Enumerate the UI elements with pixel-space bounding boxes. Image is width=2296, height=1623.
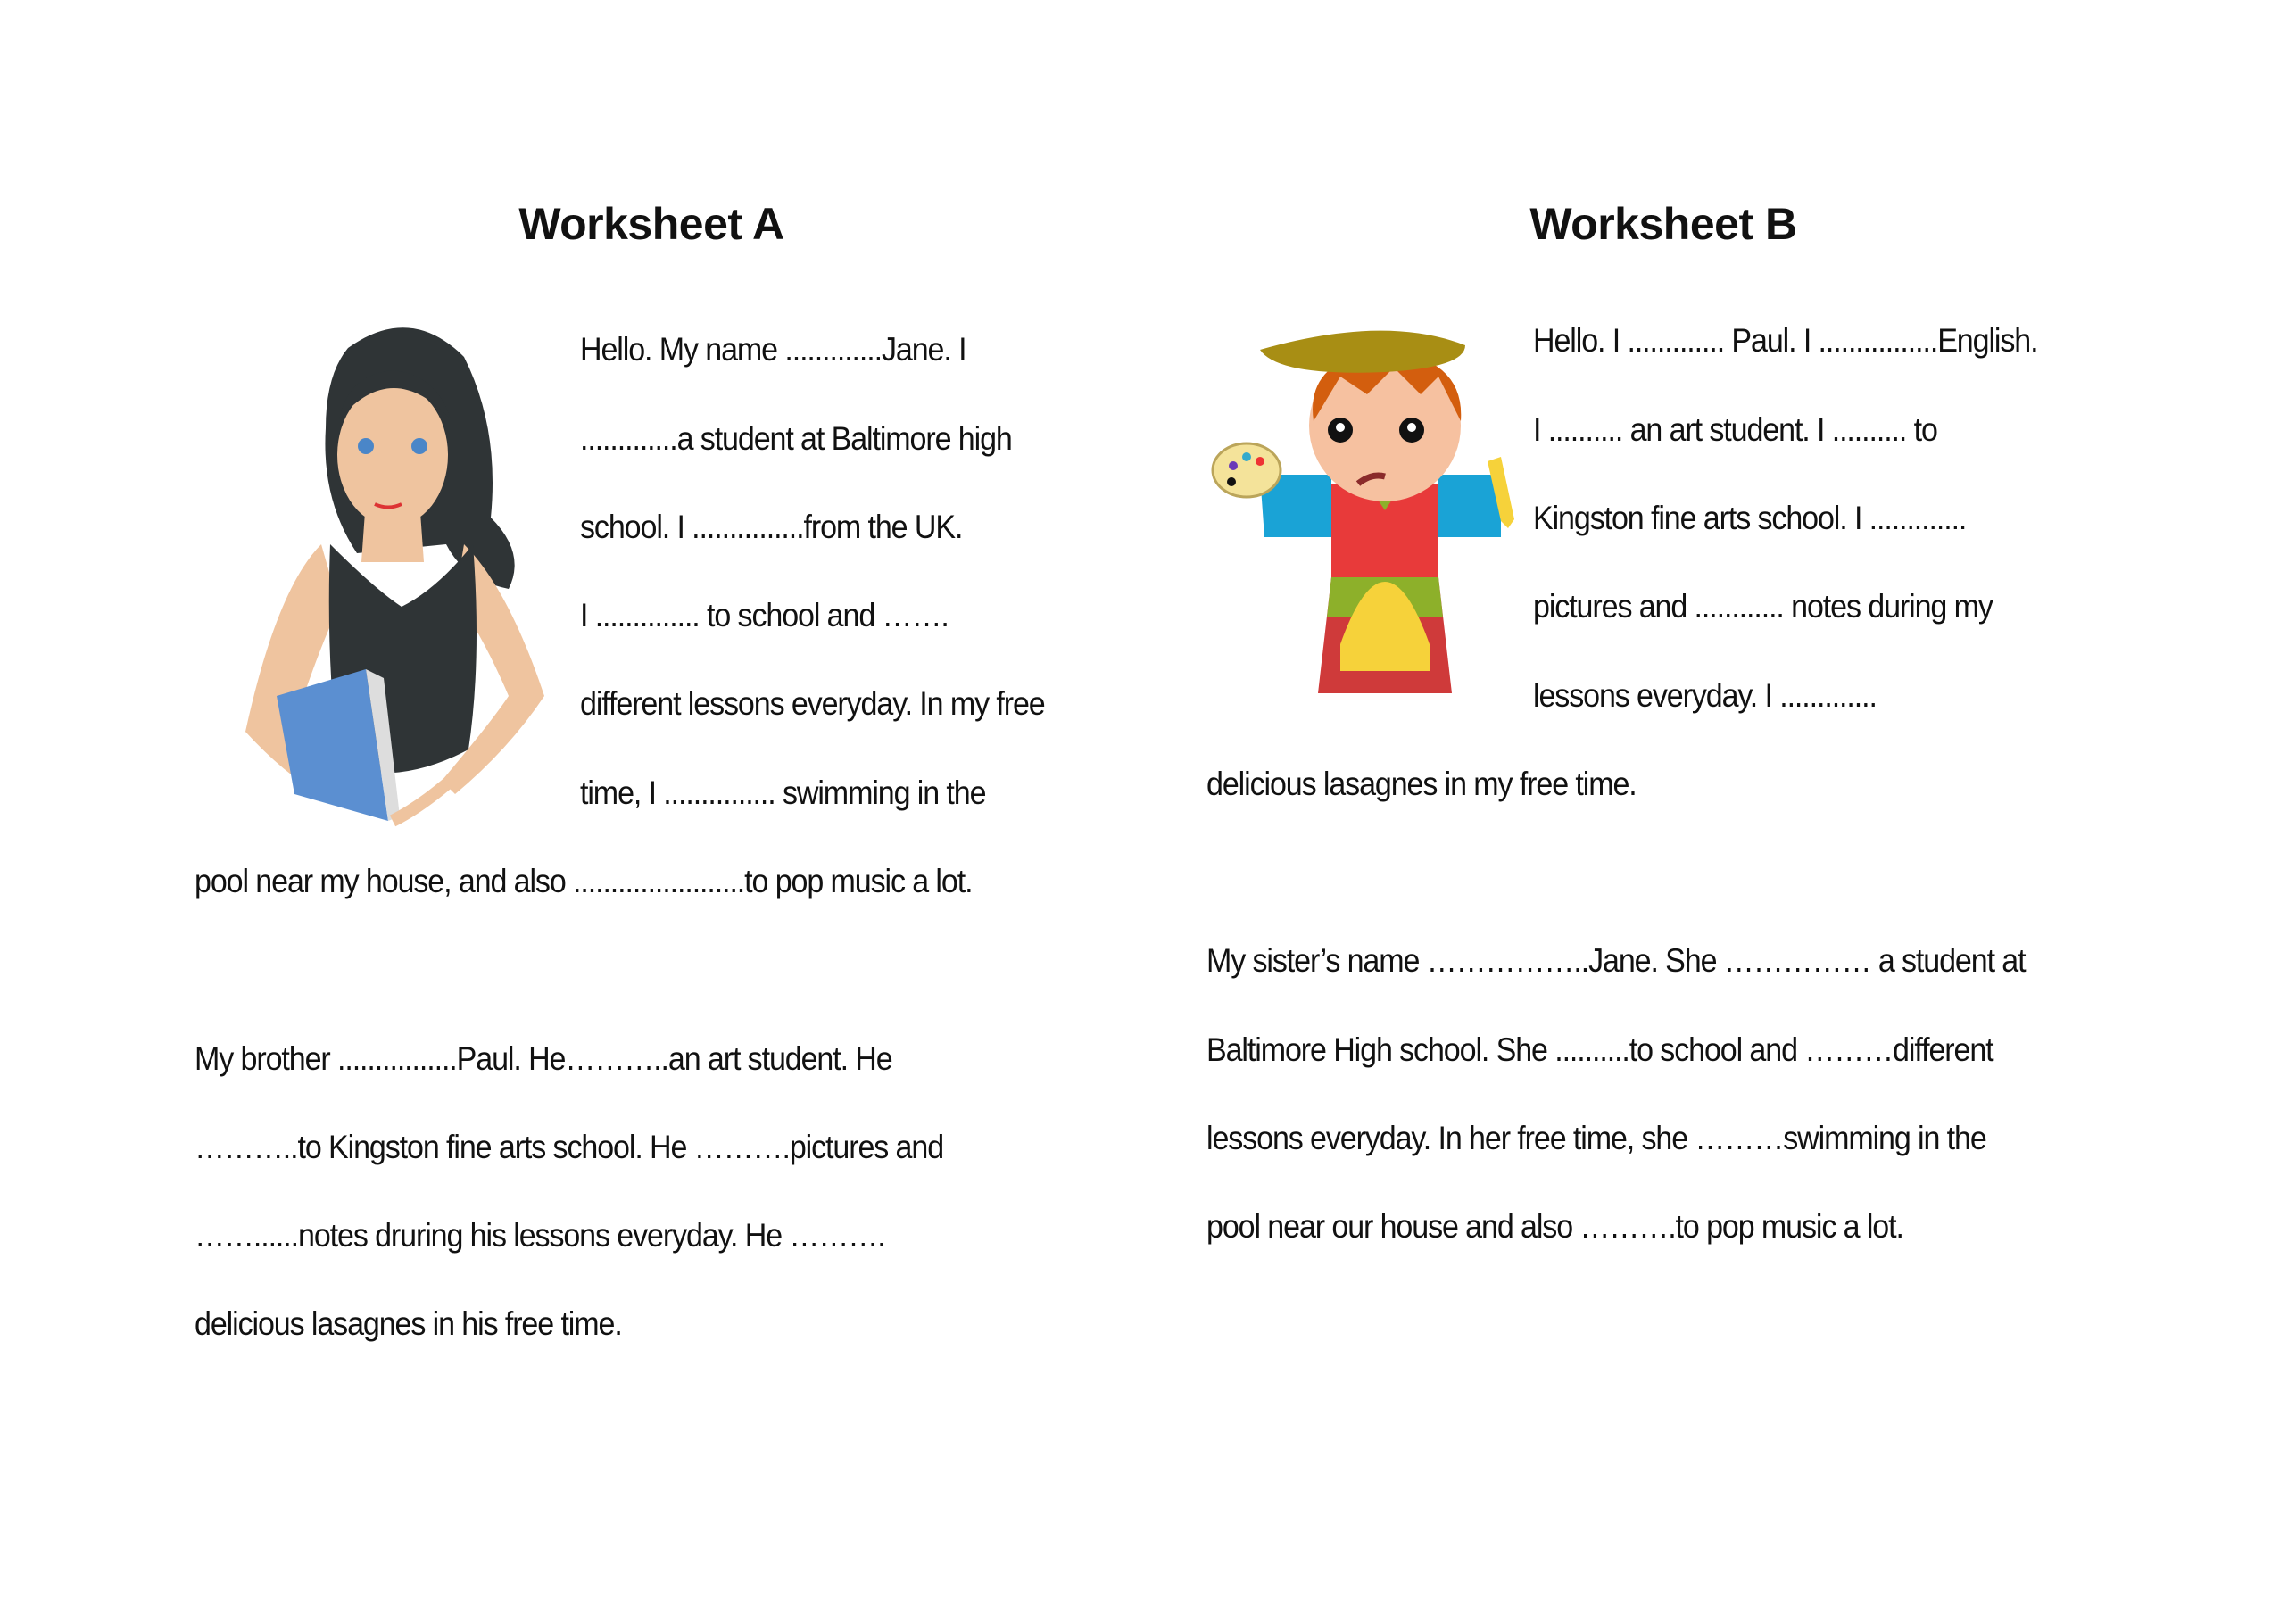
text-line: delicious lasagnes in my free time.: [1206, 766, 1637, 802]
text-line: different lessons everyday. In my free: [580, 685, 1045, 722]
text-line: .............a student at Baltimore high: [580, 420, 1012, 457]
text-line: school. I ...............from the UK.: [580, 509, 963, 545]
worksheet-b-title: Worksheet B: [1529, 199, 1797, 249]
text-line: Hello. My name .............Jane. I: [580, 331, 966, 368]
text-line: ………..to Kingston fine arts school. He ……….pictures and: [195, 1129, 944, 1165]
text-line: pictures and ............ notes during my: [1533, 588, 1993, 625]
girl-student-illustration: [241, 321, 562, 839]
worksheet-a-title: Worksheet A: [518, 199, 784, 249]
text-line: time, I ............... swimming in the: [580, 774, 986, 811]
text-line: lessons everyday. In her free time, she ………swimming in the: [1206, 1120, 1986, 1156]
text-line: pool near our house and also ……….to pop music a lot.: [1206, 1208, 1903, 1245]
text-line: My brother ................Paul. He………..an art student. He: [195, 1040, 892, 1077]
text-line: Baltimore High school. She ..........to school and ………different: [1206, 1031, 1993, 1068]
text-line: I .......... an art student. I .......... to: [1533, 411, 1937, 448]
text-line: My sister’s name ……………..Jane. She …………… a student at: [1206, 942, 2026, 979]
text-line: pool near my house, and also .......................to pop music a lot.: [195, 863, 973, 899]
boy-artist-illustration: [1206, 323, 1514, 698]
text-line: Kingston fine arts school. I .............: [1533, 500, 1967, 536]
text-line: ……......notes druring his lessons everyday. He ……….: [195, 1217, 885, 1254]
text-line: I .............. to school and …….: [580, 597, 949, 633]
text-line: delicious lasagnes in his free time.: [195, 1305, 622, 1342]
text-line: Hello. I ............. Paul. I ................English.: [1533, 322, 2038, 359]
text-line: lessons everyday. I .............: [1533, 677, 1877, 714]
